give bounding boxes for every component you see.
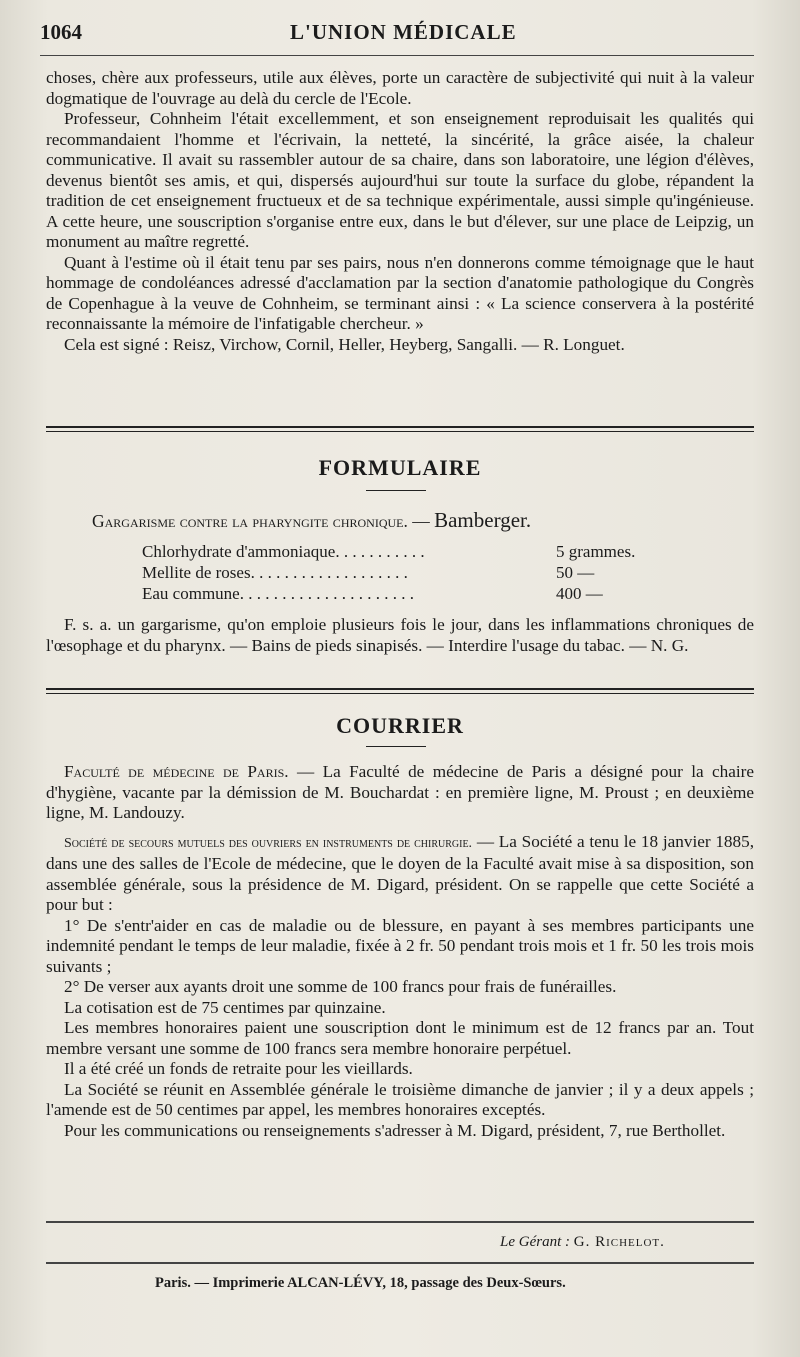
faculte-paragraph [46, 762, 754, 824]
recipe-author: Bamberger. [434, 508, 532, 532]
paragraph: F. s. a. un gargarisme, qu'on emploie plusieurs fois le jour, dans les inflammations chroniques de l'œsophage et du pharynx. — Bains de pieds sinapisés. — Interdire l'usage du tabac. — N. G. [46, 615, 754, 655]
courrier-title: COURRIER [336, 713, 464, 738]
gerant-name: G. Richelot. [573, 1234, 665, 1250]
societe-heading: Société de secours mutuels des ouvriers en instruments de chirurgie. [64, 835, 473, 851]
ingredient-list [142, 541, 662, 604]
formulaire-title: FORMULAIRE [318, 455, 482, 480]
section-separator [46, 688, 754, 694]
paragraph: Pour les communications ou renseignements s'adresser à M. Digard, président, 7, rue Berthollet. [64, 1120, 726, 1140]
paragraph: Il a été créé un fonds de retraite pour les vieillards. [64, 1059, 413, 1078]
printer-imprint: Paris. — Imprimerie ALCAN-LÉVY, 18, passage des Deux-Sœurs. [155, 1275, 566, 1291]
ingredient-quantity: 400 — [556, 584, 603, 603]
ingredient-quantity: 50 — [556, 563, 595, 582]
recipe-instructions [46, 615, 754, 656]
recipe-title [92, 508, 732, 533]
societe-body: — La Société a tenu le 18 janvier 1885, dans une des salles de l'Ecole de médecine, que le doyen de la Faculté avait mise à sa disposition, son assemblée générale, sous la présidence de M. Digard, président. On se rappelle que cette Société a pour but : [46, 831, 754, 914]
paragraph: Professeur, Cohnheim l'était excellemment, et son enseignement reproduisait les qualités qui recommandaient l'homme et l'écrivain, la netteté, la sincérité, la grâce aisée, la chaleur communicative. Il avait su rassembler autour de sa chaire, dans son laboratoire, une légion d'élèves, devenus bientôt ses amis, et qui, dispersés aujourd'hui sur toute la surface du globe, répandent la tradition de cet enseignement fructueux et de sa technique expérimentale, aussi simple qu'ingénieuse. A cette heure, une souscription s'organise entre eux, dans le but d'élever, sur une place de Leipzig, un monument au maître regretté. [46, 109, 754, 251]
recipe-name: Gargarisme contre la pharyngite chronique. [92, 511, 408, 531]
faculte-heading: Faculté de médecine de Paris. [64, 762, 289, 781]
paragraph: Les membres honoraires paient une souscription dont le minimum est de 12 francs par an. Tout membre versant une somme de 100 francs sera membre honoraire perpétuel. [46, 1018, 754, 1058]
header-rule [40, 55, 754, 56]
ingredient-quantity: 5 grammes. [556, 542, 636, 561]
gerant-line [500, 1234, 665, 1251]
obituary-text [46, 68, 754, 355]
faculte-body: — La Faculté de médecine de Paris a désigné pour la chaire d'hygiène, vacante par la démission de M. Bouchardat : en première ligne, M. Proust ; en deuxième ligne, M. Landouzy. [46, 762, 754, 822]
ingredient-row [142, 583, 662, 604]
page-number: 1064 [40, 20, 82, 44]
title-underline [366, 490, 426, 491]
ingredient-name: Mellite de roses. . . . . . . . . . . . . . . . . . . [142, 563, 408, 582]
societe-paragraph [46, 832, 754, 916]
paragraph: choses, chère aux professeurs, utile aux élèves, porte un caractère de subjectivité qui nuit à la valeur dogmatique de l'ouvrage au delà du cercle de l'Ecole. [46, 68, 754, 108]
footer-rule [46, 1262, 754, 1264]
section-separator [46, 426, 754, 432]
courrier-text [46, 762, 754, 1141]
ingredient-name: Chlorhydrate d'ammoniaque. . . . . . . . . . . [142, 542, 425, 561]
paragraph: La Société se réunit en Assemblée générale le troisième dimanche de janvier ; il y a deux appels ; l'amende est de 50 centimes par appel, les membres honoraires exceptés. [46, 1079, 754, 1119]
paragraph: La cotisation est de 75 centimes par quinzaine. [64, 997, 386, 1017]
title-underline [366, 746, 426, 747]
paragraph: 2° De verser aux ayants droit une somme de 100 francs pour frais de funérailles. [64, 977, 617, 996]
ingredient-name: Eau commune. . . . . . . . . . . . . . . . . . . . . [142, 584, 414, 603]
ingredient-row [142, 562, 662, 583]
paragraph: Quant à l'estime où il était tenu par ses pairs, nous n'en donnerons comme témoignage que le haut hommage de condoléances adressé d'acclamation par la section d'anatomie pathologique du Congrès de Copenhague à la veuve de Cohnheim, se terminant ainsi : « La science conservera à la postérité reconnaissante la mémoire de l'infatigable chercheur. » [46, 252, 754, 333]
gerant-label: Le Gérant : [500, 1234, 574, 1250]
footer-rule [46, 1221, 754, 1223]
journal-title: L'UNION MÉDICALE [290, 20, 517, 44]
paragraph: 1° De s'entr'aider en cas de maladie ou de blessure, en payant à ses membres participants une indemnité pendant le temps de leur maladie, fixée à 2 fr. 50 pendant trois mois et 1 fr. 50 les trois mois suivants ; [46, 915, 754, 976]
ingredient-row [142, 541, 662, 562]
page-header [40, 20, 754, 50]
signature-line: Cela est signé : Reisz, Virchow, Cornil, Heller, Heyberg, Sangalli. — R. Longuet. [64, 334, 625, 354]
recipe-dash: — [407, 511, 435, 531]
